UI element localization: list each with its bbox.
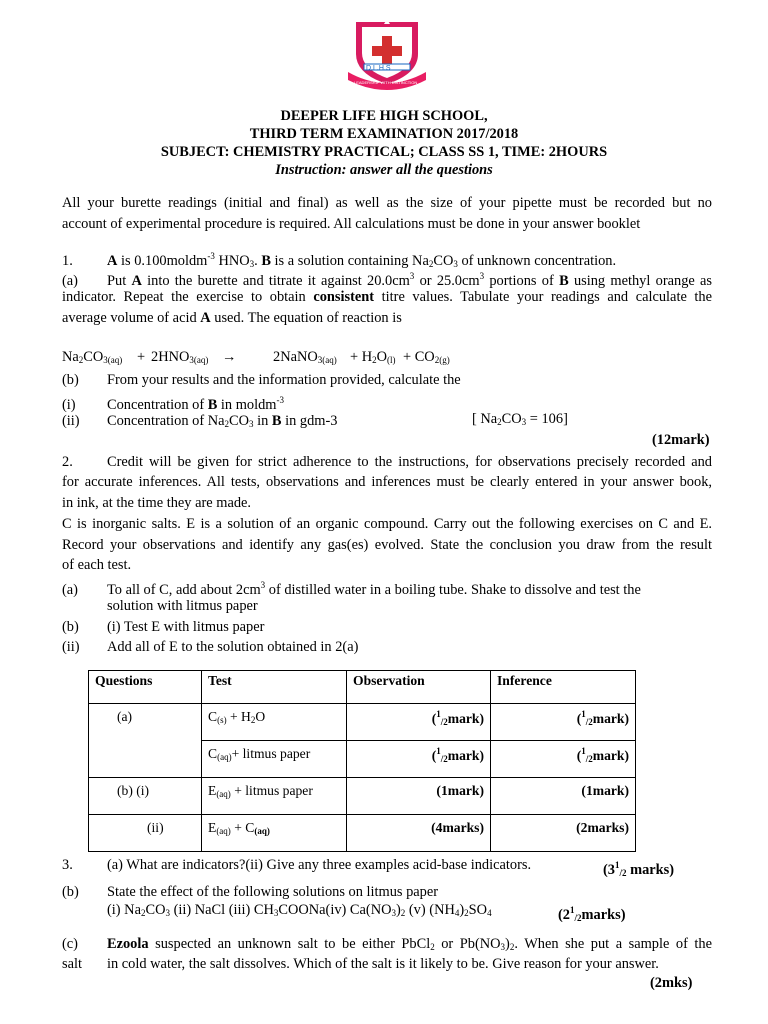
observation-mark: (1mark) [347,778,491,815]
q3-part-b-list: (i) $Na_2CO_3$ (ii) NaCl (iii) $CH_3COONa(iv)$ $Ca(NO_3)_2$ (v) $(NH_4)_2SO_4$ [107,902,492,918]
q2-part-ii: (ii) Add all of E to the solution obtained in 2(a) [62,639,359,655]
test-cell: $E_{(aq)} + C_{(aq)}$ [202,815,347,852]
question-ii: (ii) [89,815,202,852]
q2-part-a: (a) To all of C, add about $2cm^3$ of distilled water in a boiling tube. Shake to dissolve and test the [62,580,641,598]
logo-motto: LEADERSHIP WITH DISTINCTION [354,80,418,85]
exam-title: THIRD TERM EXAMINATION 2017/2018 [249,126,519,142]
q2-line-4: C is inorganic salts. E is a solution of an organic compound. Carry out the following exercises on C and E. [62,516,712,532]
test-cell: $C_{(aq)}+$ litmus paper [202,741,347,778]
q3-part-c: (c) Ezoola suspected an unknown salt to be either PbCl$_2$ or $Pb(NO_3)_2$. When she put a sample of the [62,936,712,952]
q3-part-c-cont: salt in cold water, the salt dissolves. Which of the salt is it likely to be. Give reason for your answer. [62,956,659,972]
observation-mark: ($^1_{/2}$mark) [347,704,491,741]
test-cell: $E_{(aq)}$ + litmus paper [202,778,347,815]
observation-mark: ($^1_{/2}$mark) [347,741,491,778]
question-a: (a) [89,704,202,778]
col-test: Test [202,671,347,704]
q1-part-a-line-1: (a) Put A into the burette and titrate it against $20.0cm^3$ or $25.0cm^3$ portions of B using methyl orange as [62,271,713,289]
logo-text: D.L.H.S [366,65,391,72]
q2-part-a-cont: solution with litmus paper [107,598,258,614]
col-questions: Questions [89,671,202,704]
inference-mark: (1mark) [491,778,636,815]
q3-part-a: 3. (a) What are indicators?(ii) Give any three examples acid-base indicators. [62,857,532,873]
eq-arrow: → [222,349,237,365]
table-header-row [89,671,636,704]
q2-line-1: 2. Credit will be given for strict adherence to the instructions, for observations precisely recorded and [62,454,712,470]
eq-plus: + [137,349,146,365]
eq-hno3: $2HNO_{3(aq)}$ [151,349,209,365]
subject-line: SUBJECT: CHEMISTRY PRACTICAL; CLASS SS 1, TIME: 2HOURS [160,144,608,160]
col-observation: Observation [347,671,491,704]
intro-line-1: All your burette readings (initial and final) as well as the size of your pipette must be recorded but no [62,195,712,211]
intro-line-2: account of experimental procedure is required. All calculations must be done in your answer booklet [62,216,641,232]
eq-co2: + $CO_{2(g)}$ [403,349,450,365]
table-row [89,815,636,852]
q1-part-a-line-2: indicator. Repeat the exercise to obtain consistent titre values. Tabulate your readings and calculate the [62,289,712,305]
observation-mark: (4marks) [347,815,491,852]
inference-mark: ($^1_{/2}$mark) [491,741,636,778]
q2-line-2: for accurate inferences. All tests, observations and inferences must be clearly entered in your answer book, [62,474,712,490]
table-row [89,778,636,815]
inference-mark: ($^1_{/2}$mark) [491,704,636,741]
school-name: DEEPER LIFE HIGH SCHOOL, [280,108,488,124]
q3-a-marks: ($3^1_{/2}$ marks) [603,860,675,878]
q1-part-b-ii: (ii) Concentration of $Na_2CO_3$ in B in gdm-3 [62,413,338,429]
q2-line-3: in ink, at the time they are made. [62,495,252,511]
eq-nano3: 2NaNO$_{3(aq)}$ [273,349,337,365]
q1-stem: 1. A is 0.100moldm$^{-3}$ $HNO_3$. B is a solution containing $Na_2CO_3$ of unknown concentration. [62,251,617,269]
question-b-i: (b) (i) [89,778,202,815]
q2-part-b: (b) (i) Test E with litmus paper [62,619,265,635]
q1-part-b-i: (i) Concentration of B in moldm$^{-3}$ [62,395,284,413]
results-table [88,670,636,852]
inference-mark: (2marks) [491,815,636,852]
q1-marks: (12mark) [652,432,710,448]
test-cell: $C_{(s)} + H_2O$ [202,704,347,741]
q1-part-a-line-3: average volume of acid A used. The equation of reaction is [62,310,402,326]
q3-part-b: (b) State the effect of the following solutions on litmus paper [62,884,439,900]
molar-mass-note: [ $Na_2CO_3 = 106$] [472,411,568,427]
q1-part-b: (b) From your results and the information provided, calculate the [62,372,461,388]
q2-line-6: of each test. [62,557,132,573]
eq-h2o: + $H_2O_{(l)}$ [350,349,396,365]
q3-c-marks: (2mks) [650,975,693,991]
table-row [89,704,636,741]
col-inference: Inference [491,671,636,704]
instruction: Instruction: answer all the questions [275,162,493,178]
reaction-equation: $Na_2CO_{3(aq)}$ [62,349,123,365]
q3-b-marks: $(2^1_{/2}marks)$ [558,905,626,923]
q2-line-5: Record your observations and identify any gas(es) evolved. State the conclusion you draw from the result [62,537,712,553]
